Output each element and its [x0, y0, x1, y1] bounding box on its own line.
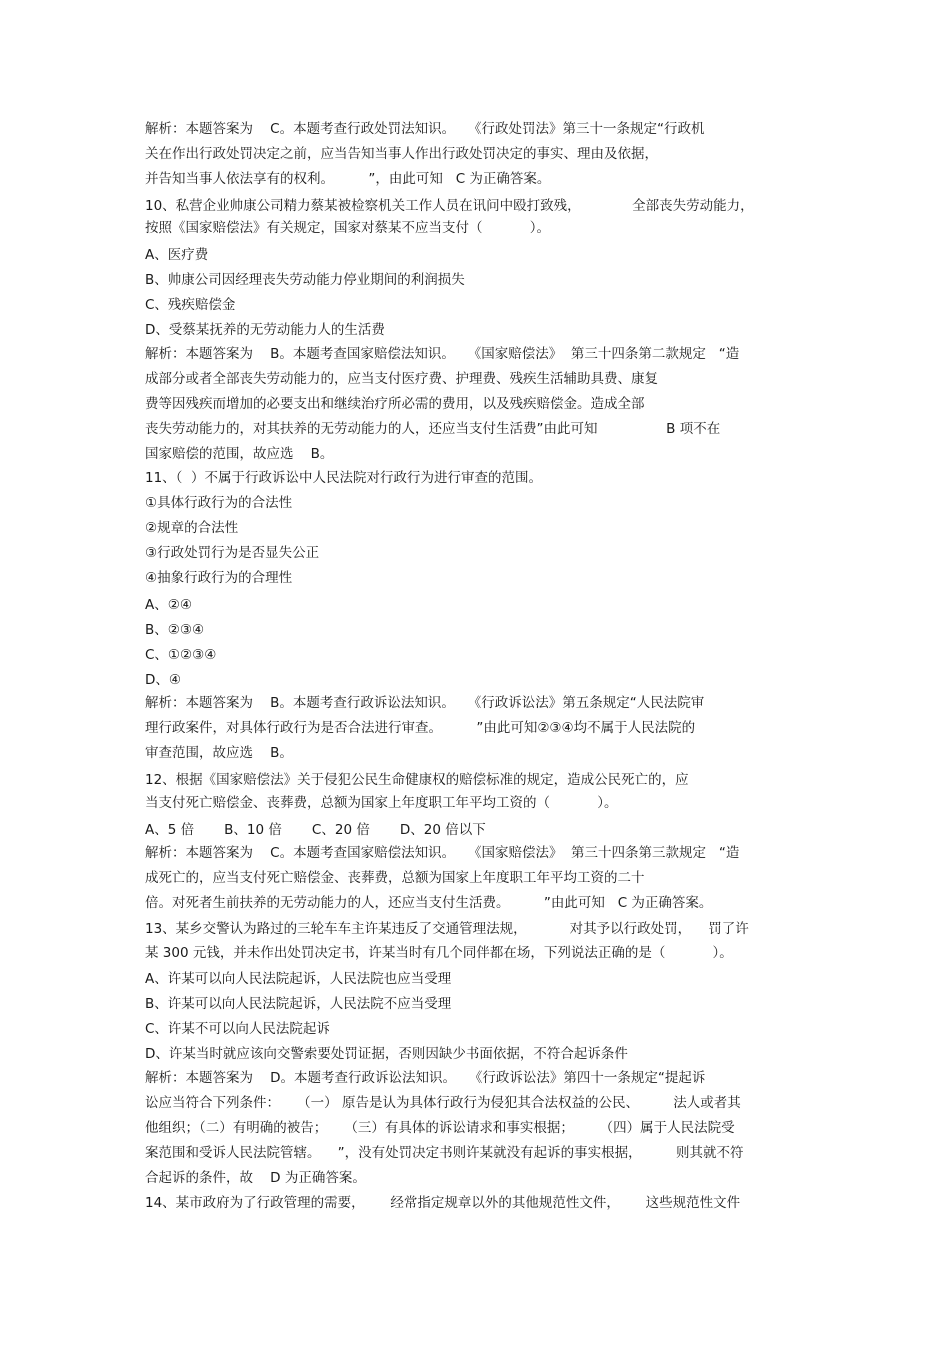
question-11: 11、（ ）不属于行政诉讼中人民法院对行政行为进行审查的范围。: [145, 470, 543, 486]
text-line: 关在作出行政处罚决定之前，应当告知当事人作出行政处罚决定的事实、理由及依据，: [145, 146, 658, 162]
text-line: 按照《国家赔偿法》有关规定，国家对蔡某不应当支付（ ）。: [145, 220, 550, 236]
option-d: D、④: [145, 672, 181, 688]
text-line: 某 300 元钱，并未作出处罚决定书，许某当时有几个同伴都在场，下列说法正确的是（ ）。: [145, 945, 733, 961]
option-d: D、受蔡某抚养的无劳动能力人的生活费: [145, 322, 385, 338]
text-line: 审查范围，故应选 B。: [145, 745, 293, 761]
text-line: 案范围和受诉人民法院管辖。 ”，没有处罚决定书则许某就没有起诉的事实根据， 则其就不符: [145, 1145, 744, 1161]
question-12: 12、根据《国家赔偿法》关于侵犯公民生命健康权的赔偿标准的规定，造成公民死亡的，应: [145, 772, 689, 788]
option-b: B、②③④: [145, 622, 205, 638]
text-line: 解析：本题答案为 D。本题考查行政诉讼法知识。 《行政诉讼法》第四十一条规定“提起诉: [145, 1070, 706, 1086]
text-line: 解析：本题答案为 C。本题考查行政处罚法知识。 《行政处罚法》第三十一条规定“行政机: [145, 121, 705, 137]
text-line: 并告知当事人依法享有的权利。 ”，由此可知 C 为正确答案。: [145, 171, 551, 187]
text-line: 倍。对死者生前扶养的无劳动能力的人，还应当支付生活费。 ”由此可知 C 为正确答案。: [145, 895, 713, 911]
list-item: ④抽象行政行为的合理性: [145, 570, 293, 586]
option-a: A、②④: [145, 597, 192, 613]
option-d: D、许某当时就应该向交警索要处罚证据，否则因缺少书面依据，不符合起诉条件: [145, 1046, 628, 1062]
question-14: 14、某市政府为了行政管理的需要， 经常指定规章以外的其他规范性文件， 这些规范性文件: [145, 1195, 741, 1211]
text-line: 成死亡的，应当支付死亡赔偿金、丧葬费，总额为国家上年度职工年平均工资的二十: [145, 870, 645, 886]
text-line: 理行政案件，对具体行政行为是否合法进行审查。 ”由此可知②③④均不属于人民法院的: [145, 720, 696, 736]
option-b: B、帅康公司因经理丧失劳动能力停业期间的利润损失: [145, 272, 465, 288]
list-item: ③行政处罚行为是否显失公正: [145, 545, 320, 561]
question-13: 13、某乡交警认为路过的三轮车车主许某违反了交通管理法规， 对其予以行政处罚， 罚了许: [145, 921, 749, 937]
text-line: 丧失劳动能力的，对其扶养的无劳动能力的人，还应当支付生活费”由此可知 B 项不在: [145, 421, 721, 437]
option-c: C、许某不可以向人民法院起诉: [145, 1021, 330, 1037]
text-line: 讼应当符合下列条件： （一） 原告是认为具体行政行为侵犯其合法权益的公民、 法人或者其: [145, 1095, 741, 1111]
text-line: 成部分或者全部丧失劳动能力的，应当支付医疗费、护理费、残疾生活辅助具费、康复: [145, 371, 658, 387]
text-line: 解析：本题答案为 B。本题考查行政诉讼法知识。 《行政诉讼法》第五条规定“人民法院审: [145, 695, 705, 711]
text-line: 当支付死亡赔偿金、丧葬费，总额为国家上年度职工年平均工资的（ ）。: [145, 795, 618, 811]
text-line: 国家赔偿的范围，故应选 B。: [145, 446, 334, 462]
option-a: A、许某可以向人民法院起诉，人民法院也应当受理: [145, 971, 452, 987]
option-c: C、残疾赔偿金: [145, 297, 236, 313]
options-row: A、5 倍 B、10 倍 C、20 倍 D、20 倍以下: [145, 822, 486, 838]
question-10: 10、私营企业帅康公司精力蔡某被检察机关工作人员在讯问中殴打致残， 全部丧失劳动能力，: [145, 198, 754, 214]
option-c: C、①②③④: [145, 647, 217, 663]
option-a: A、医疗费: [145, 247, 209, 263]
option-b: B、许某可以向人民法院起诉，人民法院不应当受理: [145, 996, 452, 1012]
list-item: ①具体行政行为的合法性: [145, 495, 293, 511]
text-line: 解析：本题答案为 C。本题考查国家赔偿法知识。 《国家赔偿法》 第三十四条第三款规定 “造: [145, 845, 740, 861]
list-item: ②规章的合法性: [145, 520, 239, 536]
text-line: 费等因残疾而增加的必要支出和继续治疗所必需的费用，以及残疾赔偿金。造成全部: [145, 396, 645, 412]
text-line: 他组织；（二）有明确的被告； （三）有具体的诉讼请求和事实根据； （四）属于人民法院受: [145, 1120, 735, 1136]
text-line: 解析：本题答案为 B。本题考查国家赔偿法知识。 《国家赔偿法》 第三十四条第二款规定 “造: [145, 346, 740, 362]
text-line: 合起诉的条件，故 D 为正确答案。: [145, 1170, 366, 1186]
